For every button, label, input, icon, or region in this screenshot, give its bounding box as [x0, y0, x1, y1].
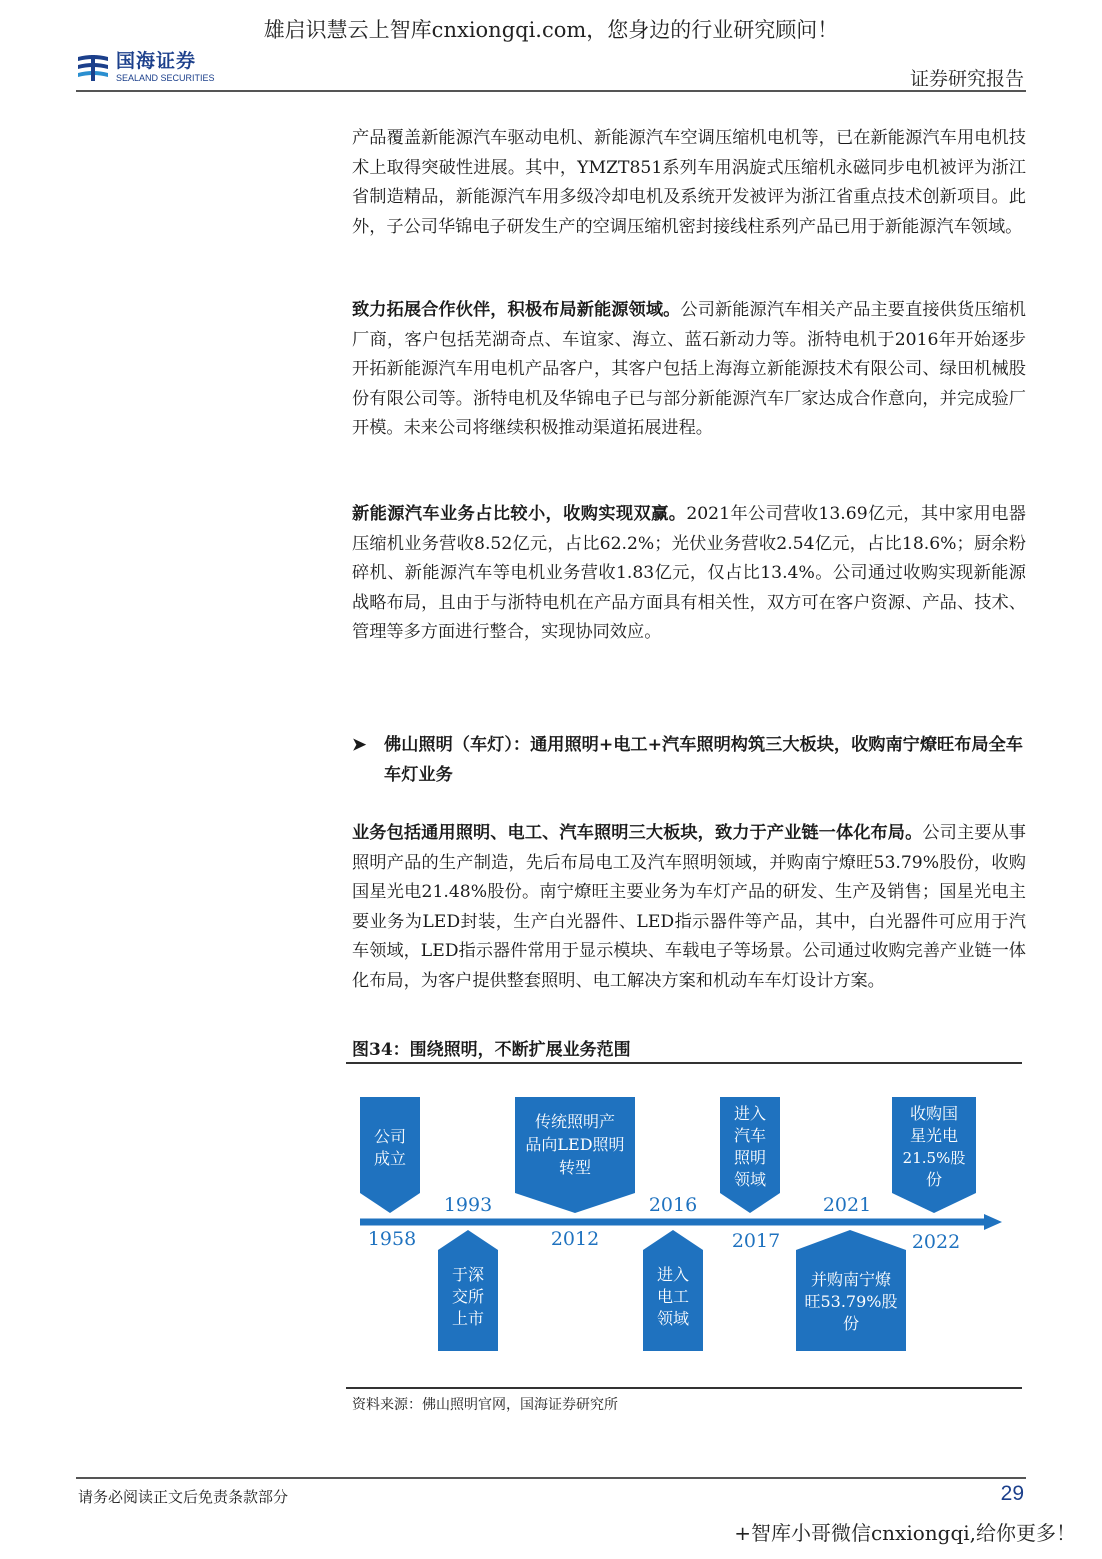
- paragraph-1: [352, 124, 1026, 242]
- paragraph-1-text: 产品覆盖新能源汽车驱动电机、新能源汽车空调压缩机电机等，已在新能源汽车用电机技术上取得突破性进展。其中，YMZT851系列车用涡旋式压缩机永磁同步电机被评为浙江省制造精品，新能源汽车用多级冷却电机及系统开发被评为浙江省重点技术创新项目。此外，子公司华锦电子研发生产的空调压缩机密封接线柱系列产品已用于新能源汽车领域。: [352, 128, 1026, 237]
- event-2017: [720, 1097, 780, 1252]
- svg-text:电工: 电工: [656, 1287, 690, 1306]
- year-label: 2017: [731, 1230, 781, 1252]
- svg-text:成立: 成立: [373, 1149, 407, 1168]
- figure-title: 图34：围绕照明，不断扩展业务范围: [352, 1040, 631, 1060]
- section-bullet: [352, 731, 1026, 790]
- logo-name-cn: 国海证券: [116, 50, 197, 72]
- timeline-figure: [346, 1075, 1022, 1381]
- svg-text:交所: 交所: [451, 1287, 485, 1306]
- svg-text:领域: 领域: [733, 1170, 767, 1189]
- section-bullet-text: 佛山照明（车灯）：通用照明+电工+汽车照明构筑三大板块，收购南宁燎旺布局全车车灯业务: [384, 735, 1023, 785]
- timeline-arrowhead: [984, 1214, 1002, 1230]
- svg-text:进入: 进入: [656, 1265, 690, 1284]
- svg-text:份: 份: [842, 1314, 860, 1333]
- svg-text:份: 份: [925, 1170, 943, 1189]
- logo-icon: [76, 53, 110, 83]
- footer-divider: [76, 1477, 1026, 1479]
- header-divider: [76, 90, 1026, 92]
- svg-text:进入: 进入: [733, 1104, 767, 1123]
- company-logo: [76, 52, 215, 83]
- paragraph-3-body: 2021年公司营收13.69亿元，其中家用电器压缩机业务营收8.52亿元，占比62.2%；光伏业务营收2.54亿元，占比18.6%；厨余粉碎机、新能源汽车等电机业务营收1.83亿元，仅占比13.4%。公司通过收购实现新能源战略布局，且由于与浙特电机在产品方面具有相关性，双方可在客户资源、产品、技术、管理等多方面进行整合，实现协同效应。: [352, 504, 1026, 643]
- figure-source: 资料来源：佛山照明官网，国海证券研究所: [352, 1397, 618, 1413]
- event-2012: [515, 1097, 635, 1250]
- figure-bottom-rule: [346, 1387, 1022, 1389]
- svg-text:传统照明产: 传统照明产: [534, 1112, 616, 1131]
- paragraph-4-body: 公司主要从事照明产品的生产制造，先后布局电工及汽车照明领域，并购南宁燎旺53.79%股份，收购国星光电21.48%股份。南宁燎旺主要业务为车灯产品的研发、生产及销售；国星光电主要业务为LED封装，生产白光器件、LED指示器件等产品，其中，白光器件可应用于汽车领域，LED指示器件常用于显示模块、车载电子等场景。公司通过收购完善产业链一体化布局，为客户提供整套照明、电工解决方案和机动车车灯设计方案。: [352, 823, 1026, 991]
- svg-text:星光电: 星光电: [909, 1126, 959, 1145]
- paragraph-2-body: 公司新能源汽车相关产品主要直接供货压缩机厂商，客户包括芜湖奇点、车谊家、海立、蓝石新动力等。浙特电机于2016年开始逐步开拓新能源汽车用电机产品客户，其客户包括上海海立新能源技术有限公司、绿田机械股份有限公司等。浙特电机及华锦电子已与部分新能源汽车厂家达成合作意向，并完成验厂开模。未来公司将继续积极推动渠道拓展进程。: [352, 300, 1026, 439]
- year-label: 2021: [822, 1194, 872, 1216]
- logo-name-en: SEALAND SECURITIES: [116, 73, 215, 83]
- svg-text:领域: 领域: [656, 1309, 690, 1328]
- event-1958: [360, 1097, 420, 1250]
- svg-text:照明: 照明: [733, 1148, 767, 1167]
- svg-text:转型: 转型: [558, 1158, 592, 1177]
- svg-text:21.5%股: 21.5%股: [902, 1149, 966, 1167]
- svg-text:公司: 公司: [373, 1127, 407, 1146]
- svg-text:于深: 于深: [451, 1265, 485, 1284]
- paragraph-4-heading: 业务包括通用照明、电工、汽车照明三大板块，致力于产业链一体化布局。: [352, 823, 923, 843]
- year-label: 2016: [648, 1194, 698, 1216]
- year-label: 1993: [443, 1194, 493, 1216]
- event-2021: [796, 1194, 906, 1351]
- paragraph-4: [352, 819, 1026, 997]
- top-banner: 雄启识慧云上智库cnxiongqi.com，您身边的行业研究顾问！: [263, 18, 839, 42]
- report-type: 证券研究报告: [909, 68, 1024, 90]
- figure-top-rule: [346, 1062, 1022, 1064]
- svg-text:汽车: 汽车: [733, 1126, 767, 1145]
- svg-text:品向LED照明: 品向LED照明: [525, 1135, 625, 1154]
- event-2016: [643, 1194, 703, 1351]
- svg-text:收购国: 收购国: [909, 1104, 959, 1123]
- paragraph-3-heading: 新能源汽车业务占比较小，收购实现双赢。: [352, 504, 687, 524]
- disclaimer-note: 请务必阅读正文后免责条款部分: [78, 1488, 289, 1506]
- bottom-banner: +智库小哥微信cnxiongqi,给你更多！: [734, 1521, 1076, 1545]
- paragraph-2: [352, 296, 1026, 444]
- svg-text:上市: 上市: [451, 1309, 485, 1328]
- event-1993: [438, 1194, 498, 1351]
- arrow-bullet-icon: ➤: [352, 735, 367, 755]
- paragraph-3: [352, 500, 1026, 648]
- page-number: 29: [1000, 1482, 1024, 1505]
- year-label: 2012: [550, 1228, 600, 1250]
- year-label: 1958: [367, 1228, 417, 1250]
- paragraph-2-heading: 致力拓展合作伙伴，积极布局新能源领域。: [352, 300, 681, 320]
- svg-text:旺53.79%股: 旺53.79%股: [804, 1292, 898, 1311]
- event-2022: [892, 1097, 976, 1253]
- svg-text:并购南宁燎: 并购南宁燎: [810, 1270, 892, 1289]
- year-label: 2022: [911, 1231, 961, 1253]
